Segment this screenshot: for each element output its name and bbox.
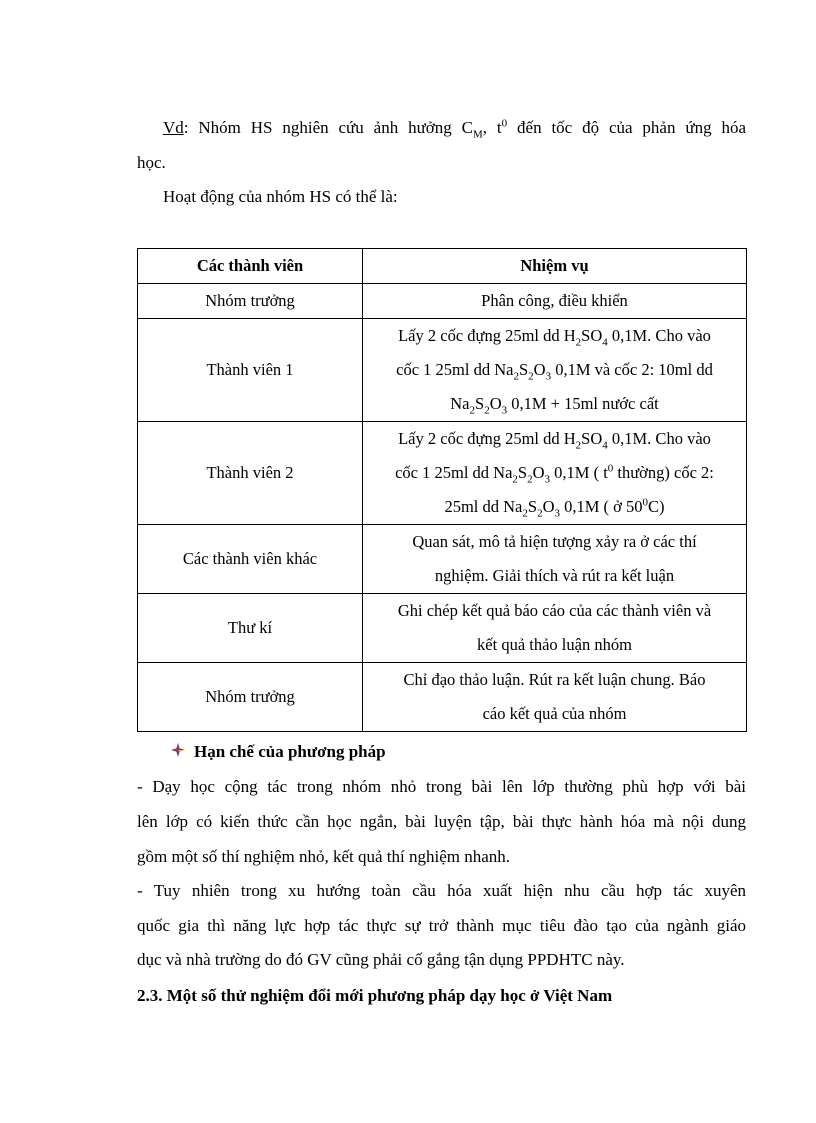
star-bullet-icon	[171, 743, 185, 757]
task-cell	[363, 525, 747, 594]
task-line: Lấy 2 cốc đựng 25ml dd $H_2SO_4$ 0,1M. Cho vào	[398, 429, 711, 452]
member-cell: Thành viên 1	[138, 319, 363, 422]
header-members: Các thành viên	[138, 249, 363, 284]
limitations-p2-line-3: dục và nhà trường do đó GV cũng phải cố gắng tận dụng PPDHTC này.	[137, 950, 625, 969]
task-cell	[363, 422, 747, 525]
example-line-1: Vd: Nhóm HS nghiên cứu ảnh hưởng $C_M$, $t^0$ đến tốc độ của phản ứng hóa	[163, 117, 746, 141]
example-label: Vd	[163, 118, 184, 137]
limitations-p2-line-2: quốc gia thì năng lực hợp tác thực sự trở thành mục tiêu đào tạo của ngành giáo	[137, 916, 746, 935]
member-cell: Nhóm trưởng	[138, 663, 363, 732]
member-cell: Thư kí	[138, 594, 363, 663]
member-cell: Thành viên 2	[138, 422, 363, 525]
limitations-p1-line-1: - Dạy học cộng tác trong nhóm nhỏ trong bài lên lớp thường phù hợp với bài	[137, 777, 746, 796]
task-line: 25ml dd $Na_2S_2O_3$ 0,1M ( ở $50^0C$)	[444, 496, 665, 520]
task-cell	[363, 319, 747, 422]
limitations-p1-line-3: gồm một số thí nghiệm nhỏ, kết quả thí nghiệm nhanh.	[137, 847, 511, 866]
task-cell	[363, 594, 747, 663]
task-line: Chỉ đạo thảo luận. Rút ra kết luận chung. Báo	[403, 670, 706, 689]
table-row	[138, 319, 747, 422]
header-tasks: Nhiệm vụ	[363, 249, 747, 284]
task-table	[137, 248, 747, 732]
task-line: Ghi chép kết quả báo cáo của các thành viên và	[397, 601, 712, 620]
table-row	[138, 525, 747, 594]
table-row	[138, 284, 747, 319]
task-line: cốc 1 25ml dd $Na_2S_2O_3$ 0,1M ( $t^0$ thường) cốc 2:	[395, 462, 714, 486]
task-cell	[363, 663, 747, 732]
task-line: $Na_2S_2O_3$ 0,1M + 15ml nước cất	[450, 394, 659, 417]
table-row	[138, 422, 747, 525]
example-line-2: học.	[137, 153, 166, 172]
table-row	[138, 663, 747, 732]
task-line: cáo kết quả của nhóm	[482, 704, 627, 723]
table-row	[138, 594, 747, 663]
task-line: kết quả thảo luận nhóm	[477, 635, 632, 654]
task-cell: Phân công, điều khiển	[363, 284, 747, 319]
table-header-row	[138, 249, 747, 284]
task-line: Quan sát, mô tả hiện tượng xảy ra ở các thí	[412, 532, 697, 551]
task-line: Lấy 2 cốc đựng 25ml dd $H_2SO_4$ 0,1M. Cho vào	[398, 326, 711, 349]
member-cell: Các thành viên khác	[138, 525, 363, 594]
task-line: cốc 1 25ml dd $Na_2S_2O_3$ 0,1M và cốc 2: 10ml dd	[396, 360, 713, 383]
task-line: nghiệm. Giải thích và rút ra kết luận	[434, 566, 675, 585]
limitations-p1-line-2: lên lớp có kiến thức cần học ngắn, bài luyện tập, bài thực hành hóa mà nội dung	[137, 812, 746, 831]
activity-intro: Hoạt động của nhóm HS có thể là:	[163, 187, 398, 206]
limitations-p2-line-1: - Tuy nhiên trong xu hướng toàn cầu hóa xuất hiện nhu cầu hợp tác xuyên	[137, 881, 746, 900]
limitations-heading: Hạn chế của phương pháp	[194, 742, 386, 761]
member-cell: Nhóm trưởng	[138, 284, 363, 319]
section-heading: 2.3. Một số thử nghiệm đổi mới phương pháp dạy học ở Việt Nam	[137, 986, 613, 1005]
